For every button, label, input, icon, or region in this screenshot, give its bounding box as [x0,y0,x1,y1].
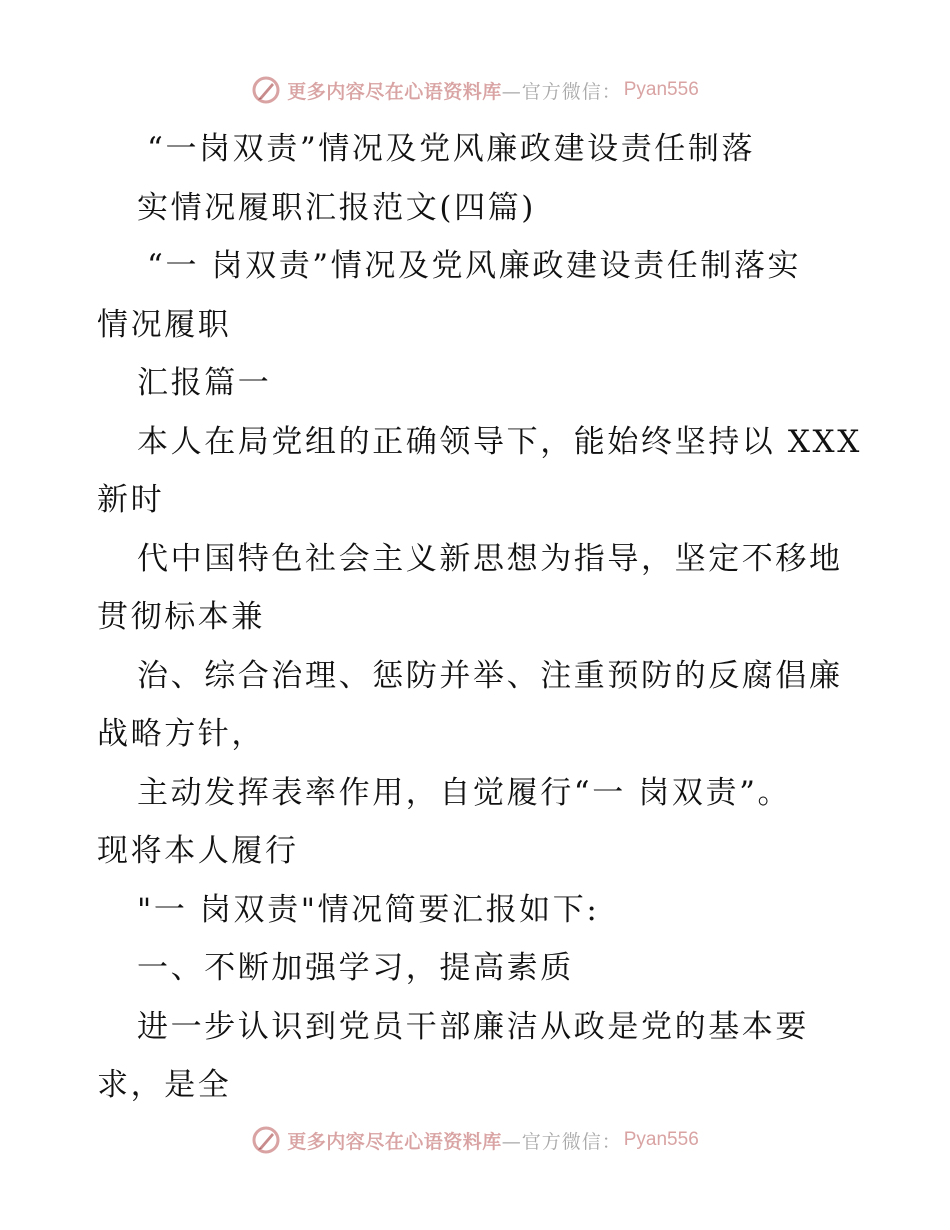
document-title-line-2: 实情况履职汇报范文(四篇) [137,189,536,226]
watermark-wechat-label: —官方微信： [501,1130,622,1153]
paragraph-line: "一 岗双责"情况简要汇报如下: [137,891,600,928]
quill-pen-icon [251,1125,281,1155]
paragraph-line: 情况履职 [97,306,232,343]
header-watermark [0,70,950,110]
paragraph-line: 主动发挥表率作用，自觉履行“一 岗双责”。 [137,774,792,811]
paragraph-line: 新时 [97,482,165,518]
paragraph-line: 代中国特色社会主义新思想为指导，坚定不移地 [137,540,843,577]
watermark-wechat-id: Pyan556 [623,1129,699,1150]
paragraph-line: 治、综合治理、惩防并举、注重预防的反腐倡廉 [137,657,843,694]
paragraph-line: 求，是全 [97,1067,232,1103]
paragraph-line: “一 岗双责”情况及党风廉政建设责任制落实 [147,248,802,284]
paragraph-line: 贯彻标本兼 [97,599,265,635]
watermark-site-text: 更多内容尽在心语资料库 [287,1130,502,1153]
document-title-line-1: “一岗双责”情况及党风廉政建设责任制落 [147,131,756,167]
paragraph-line: 现将本人履行 [97,833,299,869]
watermark-wechat-id: Pyan556 [623,79,699,100]
footer-watermark [0,1120,950,1160]
document-body [97,120,862,1115]
paragraph-line: 进一步认识到党员干部廉洁从政是党的基本要 [137,1008,809,1045]
quill-pen-icon [251,75,281,105]
section-heading: 一、不断加强学习，提高素质 [137,950,574,986]
paragraph-line: 战略方针， [97,716,265,752]
watermark-wechat-label: —官方微信： [501,80,622,103]
watermark-site-text: 更多内容尽在心语资料库 [287,80,502,103]
section-heading: 汇报篇一 [137,365,272,401]
paragraph-line: 本人在局党组的正确领导下，能始终坚持以 XXX [137,423,862,460]
